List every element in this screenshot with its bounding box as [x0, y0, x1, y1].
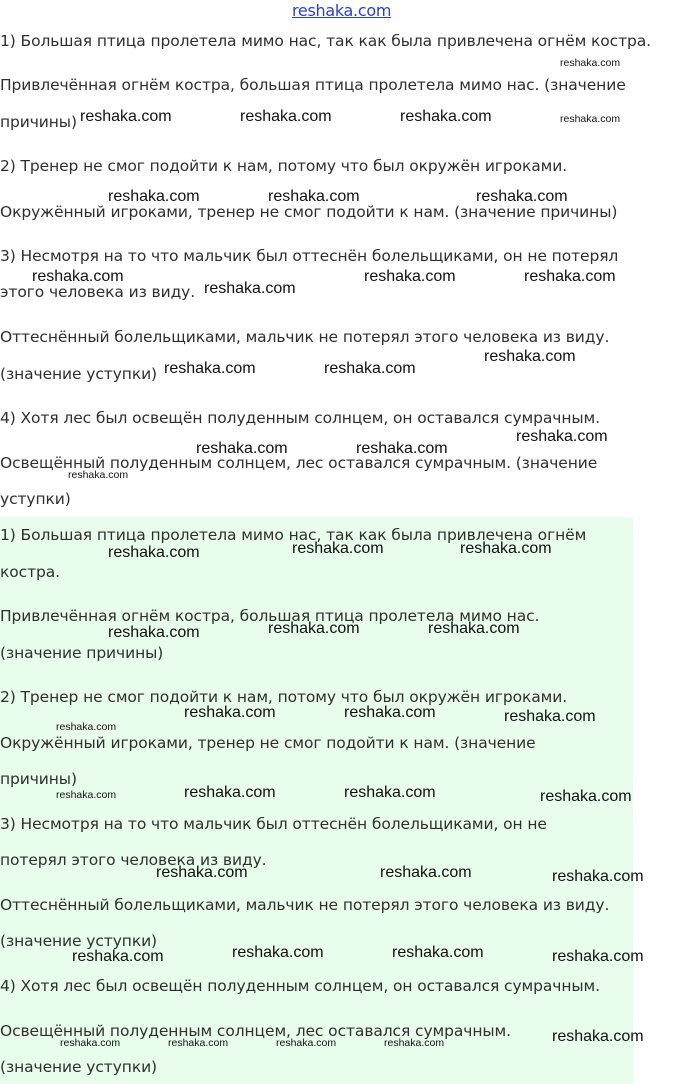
- text-line: (значение уступки): [0, 365, 157, 383]
- watermark: reshaka.com: [380, 864, 472, 881]
- text-line: (значение причины): [0, 644, 164, 662]
- text-line: потерял этого человека из виду.: [0, 851, 267, 869]
- watermark: reshaka.com: [476, 188, 568, 205]
- watermark: reshaka.com: [392, 944, 484, 961]
- text-line: Окружённый игроками, тренер не смог подойти к нам. (значение: [0, 734, 536, 752]
- text-line: 3) Несмотря на то что мальчик был оттеснён болельщиками, он не потерял: [0, 247, 619, 265]
- watermark: reshaka.com: [108, 188, 200, 205]
- text-line: Окружённый игроками, тренер не смог подойти к нам. (значение причины): [0, 203, 618, 221]
- watermark: reshaka.com: [292, 540, 384, 557]
- text-line: 3) Несмотря на то что мальчик был оттеснён болельщиками, он не: [0, 815, 547, 833]
- text-line: 1) Большая птица пролетела мимо нас, так как была привлечена огнём костра.: [0, 32, 651, 50]
- watermark: reshaka.com: [56, 721, 117, 733]
- text-line: 4) Хотя лес был освещён полуденным солнцем, он оставался сумрачным.: [0, 977, 600, 995]
- watermark: reshaka.com: [164, 360, 256, 377]
- watermark: reshaka.com: [32, 268, 124, 285]
- watermark: reshaka.com: [560, 57, 621, 69]
- watermark: reshaka.com: [356, 440, 448, 457]
- watermark: reshaka.com: [204, 280, 296, 297]
- text-line: Оттеснённый болельщиками, мальчик не потерял этого человека из виду.: [0, 328, 610, 346]
- watermark: reshaka.com: [460, 540, 552, 557]
- watermark: reshaka.com: [108, 544, 200, 561]
- watermark: reshaka.com: [364, 268, 456, 285]
- watermark: reshaka.com: [484, 348, 576, 365]
- text-line: 4) Хотя лес был освещён полуденным солнцем, он оставался сумрачным.: [0, 409, 600, 427]
- watermark: reshaka.com: [552, 1028, 644, 1045]
- watermark: reshaka.com: [232, 944, 324, 961]
- watermark: reshaka.com: [384, 1037, 445, 1049]
- text-line: уступки): [0, 490, 71, 508]
- watermark: reshaka.com: [344, 704, 436, 721]
- watermark: reshaka.com: [156, 864, 248, 881]
- text-line: Привлечённая огнём костра, большая птица пролетела мимо нас.: [0, 607, 540, 625]
- watermark: reshaka.com: [68, 469, 129, 481]
- watermark: reshaka.com: [324, 360, 416, 377]
- text-line: причины): [0, 770, 77, 788]
- watermark: reshaka.com: [72, 948, 164, 965]
- watermark: reshaka.com: [108, 624, 200, 641]
- watermark: reshaka.com: [56, 789, 117, 801]
- watermark: reshaka.com: [552, 948, 644, 965]
- watermark: reshaka.com: [276, 1037, 337, 1049]
- watermark: reshaka.com: [428, 620, 520, 637]
- text-line: костра.: [0, 563, 60, 581]
- watermark: reshaka.com: [184, 704, 276, 721]
- text-line: Привлечённая огнём костра, большая птица пролетела мимо нас. (значение: [0, 76, 626, 94]
- text-line: 2) Тренер не смог подойти к нам, потому что был окружён игроками.: [0, 688, 568, 706]
- watermark: reshaka.com: [540, 788, 632, 805]
- watermark: reshaka.com: [240, 108, 332, 125]
- text-line: Освещённый полуденным солнцем, лес оставался сумрачным. (значение: [0, 454, 598, 472]
- watermark: reshaka.com: [184, 784, 276, 801]
- watermark: reshaka.com: [268, 188, 360, 205]
- watermark: reshaka.com: [560, 113, 621, 125]
- site-link[interactable]: reshaka.com: [292, 1, 392, 20]
- watermark: reshaka.com: [516, 428, 608, 445]
- watermark: reshaka.com: [168, 1037, 229, 1049]
- watermark: reshaka.com: [196, 440, 288, 457]
- watermark: reshaka.com: [524, 268, 616, 285]
- watermark: reshaka.com: [80, 108, 172, 125]
- text-line: 2) Тренер не смог подойти к нам, потому что был окружён игроками.: [0, 157, 568, 175]
- watermark: reshaka.com: [344, 784, 436, 801]
- text-line: Оттеснённый болельщиками, мальчик не потерял этого человека из виду.: [0, 896, 610, 914]
- text-line: 1) Большая птица пролетела мимо нас, так как была привлечена огнём: [0, 526, 587, 544]
- watermark: reshaka.com: [504, 708, 596, 725]
- text-line: этого человека из виду.: [0, 283, 196, 301]
- watermark: reshaka.com: [400, 108, 492, 125]
- watermark: reshaka.com: [268, 620, 360, 637]
- text-line: (значение уступки): [0, 932, 157, 950]
- watermark: reshaka.com: [60, 1037, 121, 1049]
- text-line: Освещённый полуденным солнцем, лес оставался сумрачным.: [0, 1022, 511, 1040]
- text-line: (значение уступки): [0, 1058, 157, 1076]
- watermark: reshaka.com: [552, 868, 644, 885]
- text-line: причины): [0, 113, 77, 131]
